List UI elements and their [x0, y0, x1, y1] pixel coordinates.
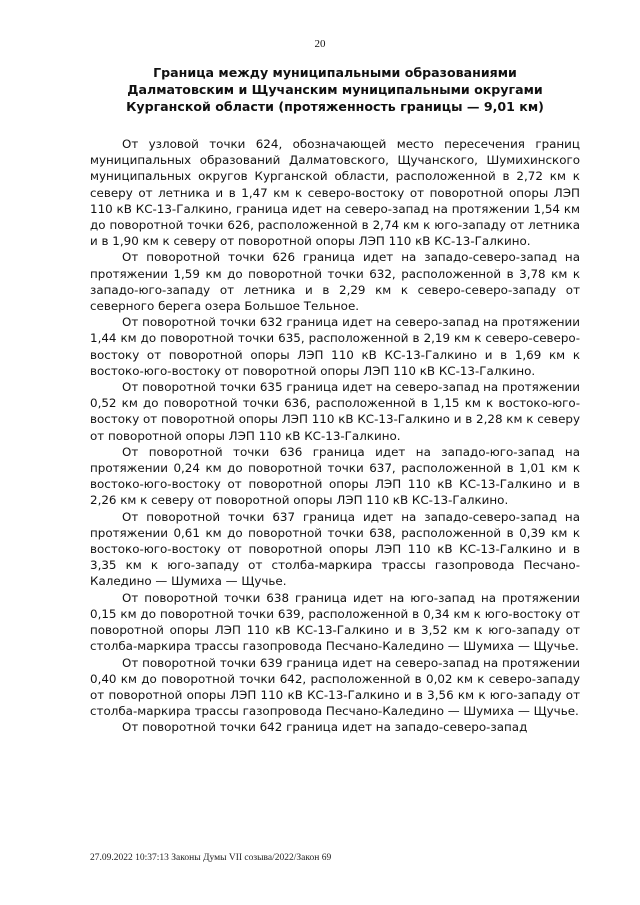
page-number: 20: [314, 38, 326, 50]
paragraph: От поворотной точки 626 граница идет на западо-северо-запад на протяжении 1,59 км до поворотной точки 632, расположенной в 3,78 км к западо-юго-западу от летника и в 2,29 км к северо-северо-западу от северного берега озера Большое Тельное.: [90, 250, 580, 314]
paragraph: От поворотной точки 632 граница идет на северо-запад на протяжении 1,44 км до поворотной точки 635, расположенной в 2,19 км к северо-северо-востоку от поворотной опоры ЛЭП 110 кВ КС-13-Галкино и в 1,69 км к востоко-юго-востоку от поворотной опоры ЛЭП 110 кВ КС-13-Галкино.: [90, 315, 580, 378]
paragraph: От поворотной точки 637 граница идет на западо-северо-запад на протяжении 0,61 км до поворотной точки 638, расположенной в 0,39 км к востоко-юго-востоку от поворотной опоры ЛЭП 110 кВ КС-13-Галкино и в 3,35 км к юго-западу от столба-маркира трассы газопровода Песчано-Каледино — Шумиха — Щучье.: [90, 509, 580, 589]
footer-document-stamp: 27.09.2022 10:37:13 Законы Думы VII созыва/2022/Закон 69: [90, 853, 332, 863]
document-body: [90, 136, 580, 736]
paragraph: От поворотной точки 639 граница идет на северо-запад на протяжении 0,40 км до поворотной точки 642, расположенной в 0,02 км к северо-западу от поворотной опоры ЛЭП 110 кВ КС-13-Галкино и в 3,56 км к юго-западу от столба-маркира трассы газопровода Песчано-Каледино — Шумиха — Щучье.: [90, 655, 580, 719]
paragraph: От поворотной точки 635 граница идет на северо-запад на протяжении 0,52 км до поворотной точки 636, расположенной в 1,15 км к востоко-юго-востоку от поворотной опоры ЛЭП 110 кВ КС-13-Галкино и в 2,28 км к северу от поворотной опоры ЛЭП 110 кВ КС-13-Галкино.: [90, 380, 580, 443]
paragraph: От поворотной точки 638 граница идет на юго-запад на протяжении 0,15 км до поворотной точки 639, расположенной в 0,34 км к юго-востоку от поворотной опоры ЛЭП 110 кВ КС-13-Галкино и в 3,52 км к юго-западу от столба-маркира трассы газопровода Песчано-Каледино — Шумиха — Щучье.: [90, 590, 580, 654]
document-title: Граница между муниципальными образованиями Далматовским и Щучанским муниципальными округами Курганской области (протяженность границы — 9,01 км): [126, 65, 544, 114]
paragraph: От узловой точки 624, обозначающей место пересечения границ муниципальных образований Далматовского, Щучанского, Шумихинского муниципальных округов Курганской области, расположенной в 2,72 км к северу от летника и в 1,47 км к северо-востоку от поворотной опоры ЛЭП 110 кВ КС-13-Галкино, граница идет на северо-запад на протяжении 1,54 км до поворотной точки 626, расположенной в 2,74 км к юго-западу от летника и в 1,90 км к северу от поворотной опоры ЛЭП 110 кВ КС-13-Галкино.: [90, 137, 580, 249]
paragraph-last: От поворотной точки 642 граница идет на западо-северо-запад: [122, 720, 528, 735]
paragraph: От поворотной точки 636 граница идет на западо-юго-запад на протяжении 0,24 км до поворотной точки 637, расположенной в 1,01 км к востоко-юго-востоку от поворотной опоры ЛЭП 110 кВ КС-13-Галкино и в 2,26 км к северу от поворотной опоры ЛЭП 110 кВ КС-13-Галкино.: [90, 444, 580, 508]
